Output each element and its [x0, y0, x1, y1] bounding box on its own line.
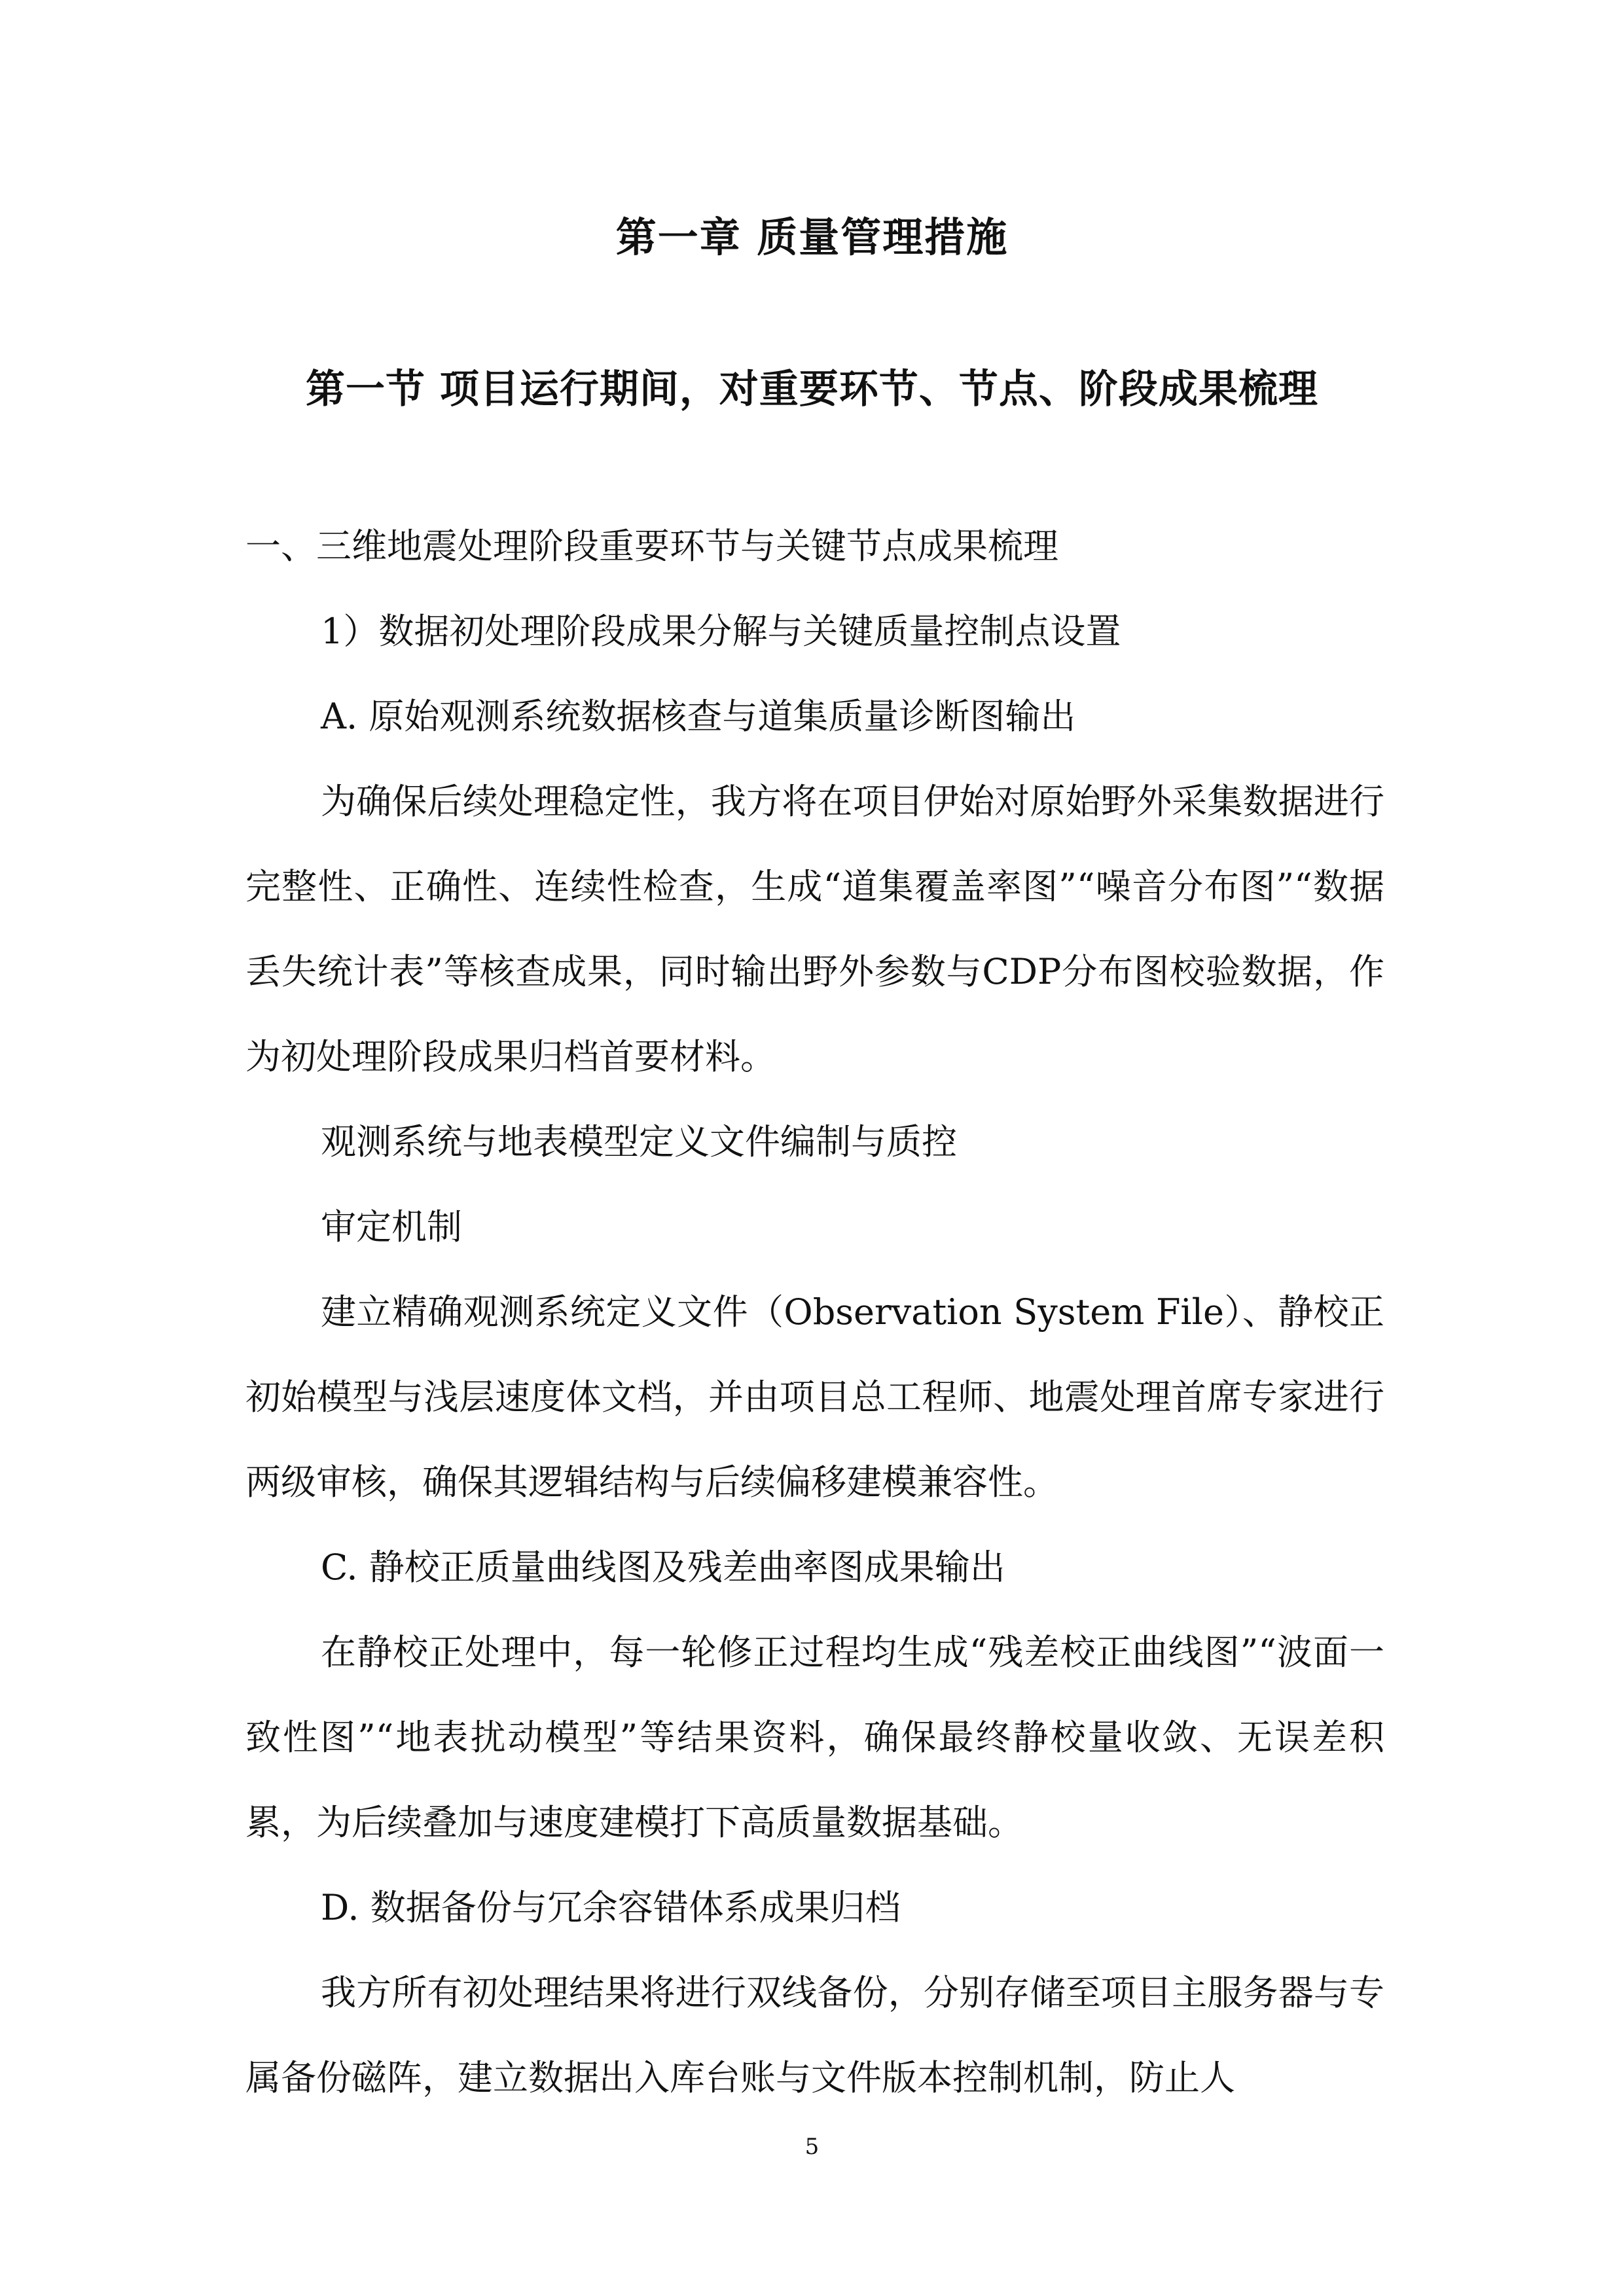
- chapter-title: 第一章 质量管理措施: [615, 213, 1009, 261]
- item-a-title: A. 原始观测系统数据核查与道集质量诊断图输出: [321, 696, 1076, 737]
- item-b-paragraph: 建立精确观测系统定义文件（Observation System File）、静校正初始模型与浅层速度体文档，并由项目总工程师、地震处理首席专家进行两级审核，确保其逻辑结构与后续偏移建模兼容性。: [245, 1291, 1384, 1503]
- section-title: 第一节 项目运行期间，对重要环节、节点、阶段成果梳理: [306, 367, 1318, 412]
- page-number: 5: [804, 2134, 820, 2160]
- item-c-title: C. 静校正质量曲线图及残差曲率图成果输出: [321, 1547, 1005, 1588]
- subheading-1: 1）数据初处理阶段成果分解与关键质量控制点设置: [321, 611, 1121, 652]
- item-c-paragraph: 在静校正处理中，每一轮修正过程均生成“残差校正曲线图”“波面一致性图”“地表扰动模型”等结果资料，确保最终静校量收敛、无误差积累，为后续叠加与速度建模打下高质量数据基础。: [245, 1632, 1384, 1843]
- body-text: [245, 504, 1384, 2121]
- item-d-title: D. 数据备份与冗余容错体系成果归档: [321, 1887, 901, 1928]
- item-b-title-line-2: 审定机制: [321, 1206, 462, 1247]
- item-a-paragraph: 为确保后续处理稳定性，我方将在项目伊始对原始野外采集数据进行完整性、正确性、连续性检查，生成“道集覆盖率图”“噪音分布图”“数据丢失统计表”等核查成果，同时输出野外参数与CDP分布图校验数据，作为初处理阶段成果归档首要材料。: [245, 781, 1384, 1077]
- heading-1: 一、三维地震处理阶段重要环节与关键节点成果梳理: [245, 526, 1058, 567]
- item-d-paragraph: 我方所有初处理结果将进行双线备份，分别存储至项目主服务器与专属备份磁阵，建立数据出入库台账与文件版本控制机制，防止人: [245, 1972, 1384, 2098]
- item-b-title-line-1: 观测系统与地表模型定义文件编制与质控: [321, 1121, 957, 1162]
